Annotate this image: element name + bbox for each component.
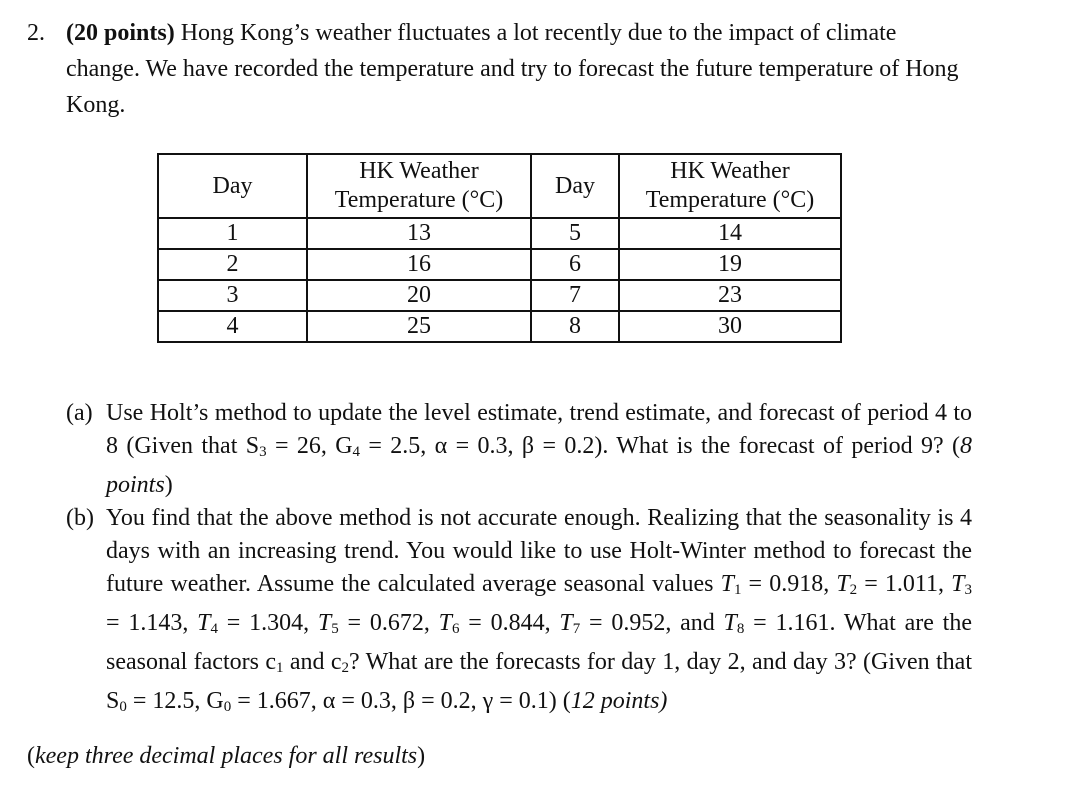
cell-temp: 20: [307, 280, 531, 311]
cell-temp: 23: [619, 280, 841, 311]
seasonal-t-subscript: 7: [572, 621, 581, 637]
table-header-row: [158, 154, 841, 218]
seasonal-t-subscript: 4: [210, 621, 218, 637]
seasonal-t-value: = 1.143,: [106, 610, 198, 636]
part-b-c2-subscript: 2: [341, 660, 350, 676]
seasonal-t-subscript: 5: [331, 621, 339, 637]
part-b-text1: You find that the above method is not accurate enough. Realizing that the seasonality is 4 days with an increasing trend. You would like to use Holt-Winter method to forecast the future weather. Assume the calculated average seasonal values: [106, 505, 972, 597]
cell-day: 8: [531, 311, 619, 342]
footer-note: [27, 740, 425, 773]
part-b-text4: ? What are the forecasts for day 1, day 2, and day 3? (Given that S: [106, 649, 972, 714]
seasonal-t-value: = 0.952, and: [580, 610, 724, 636]
table-row: [158, 311, 841, 342]
cell-day: 1: [158, 218, 307, 249]
cell-day: 7: [531, 280, 619, 311]
seasonal-t-value: = 0.918,: [741, 571, 837, 597]
part-b-c1-subscript: 1: [275, 660, 284, 676]
part-a-g4-subscript: 4: [352, 444, 361, 460]
seasonal-t-symbol: T: [836, 571, 850, 597]
seasonal-t-symbol: T: [559, 610, 573, 636]
seasonal-t-subscript: 2: [849, 582, 858, 598]
seasonal-t-subscript: 6: [451, 621, 460, 637]
table-row: [158, 218, 841, 249]
seasonal-t-value: = 0.672,: [338, 610, 439, 636]
part-a-text-mid1: = 26, G: [266, 433, 353, 459]
part-a-text: Use Holt’s method to update the level estimate, trend estimate, and forecast of period 4 to 8 (Given that S: [106, 400, 972, 459]
question-points: (20 points): [66, 20, 175, 46]
table-row: [158, 280, 841, 311]
seasonal-t-value: = 1.161.: [744, 610, 844, 636]
seasonal-t-symbol: T: [438, 610, 452, 636]
temperature-table: [157, 153, 842, 343]
seasonal-t-value: = 1.304,: [217, 610, 318, 636]
footer-note-text: keep three decimal places for all results: [35, 743, 418, 769]
part-b-points: 12 points): [570, 688, 668, 714]
seasonal-t-symbol: T: [317, 610, 332, 636]
header-temp-2-line1: HK Weather: [670, 158, 790, 184]
seasonal-t-value: = 0.844,: [459, 610, 560, 636]
seasonal-t-subscript: 8: [736, 621, 745, 637]
seasonal-t-symbol: T: [723, 610, 737, 636]
header-day-2: Day: [531, 154, 619, 218]
cell-temp: 14: [619, 218, 841, 249]
part-a-text-mid2: = 2.5, α = 0.3, β = 0.2). What is the forecast of period 9? (: [360, 433, 961, 459]
header-temp-1-line2: Temperature (°C): [334, 187, 504, 213]
header-day-1: Day: [158, 154, 307, 218]
question-intro: [66, 15, 976, 123]
header-temp-2-line2: Temperature (°C): [645, 187, 815, 213]
part-a-s3-subscript: 3: [259, 444, 267, 460]
seasonal-t-subscript: 1: [733, 582, 742, 598]
cell-temp: 25: [307, 311, 531, 342]
cell-day: 6: [531, 249, 619, 280]
part-a-label: (a): [66, 400, 93, 426]
cell-day: 5: [531, 218, 619, 249]
part-b-text6: = 1.667, α = 0.3, β = 0.2, γ = 0.1) (: [231, 688, 571, 714]
question-intro-text: Hong Kong’s weather fluctuates a lot recently due to the impact of climate change. We have recorded the temperature and try to forecast the future temperature of Hong Kong.: [66, 20, 959, 118]
part-a: [66, 397, 972, 502]
cell-temp: 30: [619, 311, 841, 342]
seasonal-t-symbol: T: [720, 571, 734, 597]
cell-day: 4: [158, 311, 307, 342]
part-b-text3: and c: [283, 649, 342, 675]
part-b-g0-subscript: 0: [223, 699, 232, 715]
header-temp-2: [619, 154, 841, 218]
cell-temp: 16: [307, 249, 531, 280]
header-temp-1: [307, 154, 531, 218]
part-b-text2: What are the seasonal factors c: [106, 610, 972, 675]
part-a-close: ): [164, 472, 173, 498]
question-parts: [66, 397, 972, 724]
cell-temp: 13: [307, 218, 531, 249]
footer-open: (: [27, 743, 35, 769]
cell-day: 3: [158, 280, 307, 311]
question-number: 2.: [27, 20, 45, 46]
seasonal-t-symbol: T: [951, 571, 965, 597]
part-b-text5: = 12.5, G: [126, 688, 224, 714]
table-row: [158, 249, 841, 280]
seasonal-t-value: = 1.011,: [857, 571, 952, 597]
seasonal-t-symbol: T: [197, 610, 211, 636]
cell-temp: 19: [619, 249, 841, 280]
part-b-s0-subscript: 0: [119, 699, 127, 715]
header-temp-1-line1: HK Weather: [359, 158, 479, 184]
part-b: [66, 502, 972, 724]
part-a-points: 8 points: [106, 433, 973, 498]
cell-day: 2: [158, 249, 307, 280]
footer-close: ): [417, 743, 426, 769]
part-b-label: (b): [66, 505, 94, 531]
seasonal-t-subscript: 3: [964, 582, 972, 598]
